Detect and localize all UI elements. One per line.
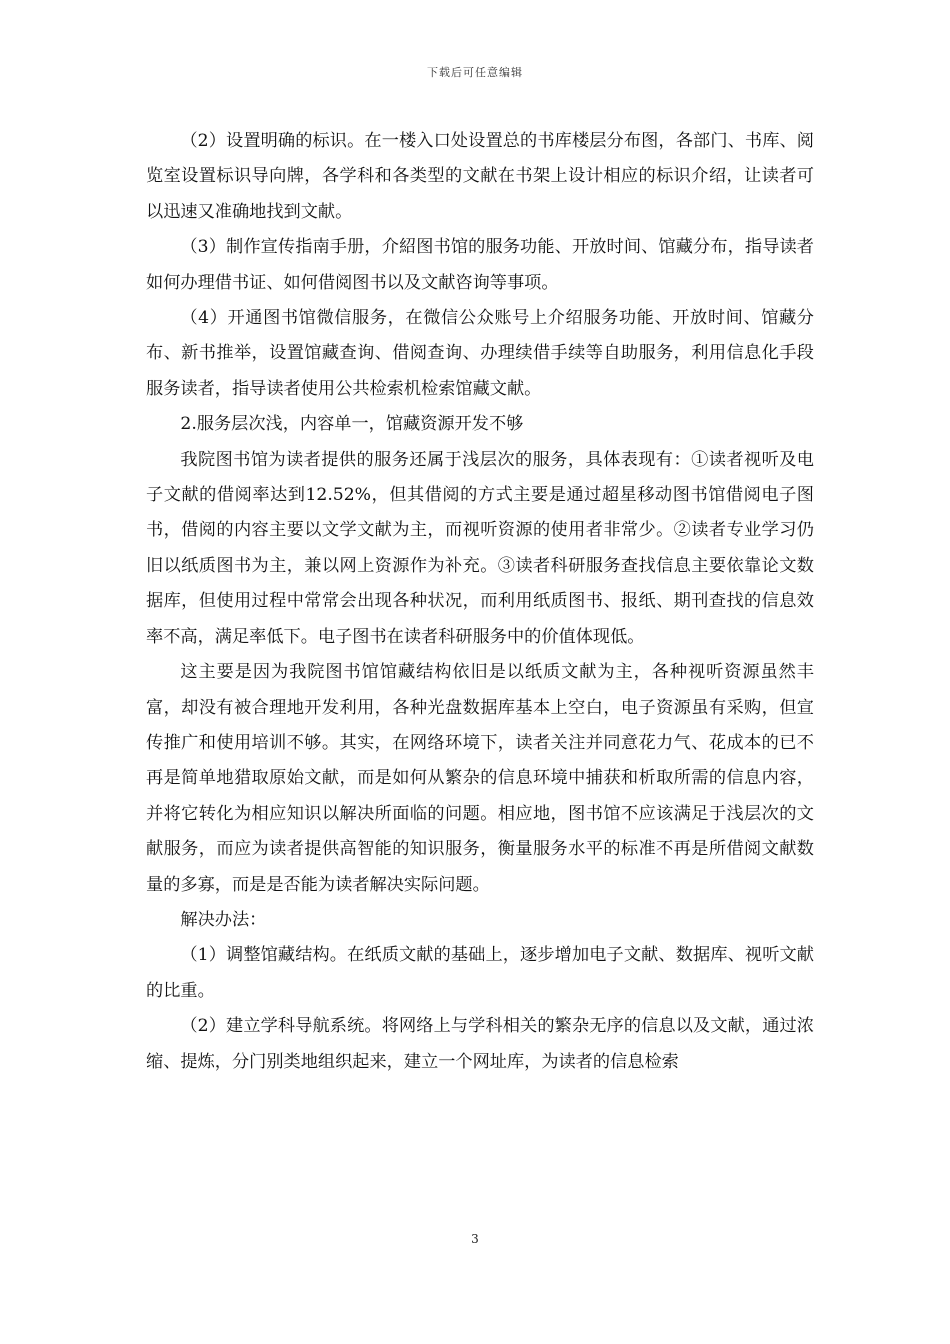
page-header: 下载后可任意编辑 <box>427 66 523 79</box>
section-heading: 2.服务层次浅，内容单一，馆藏资源开发不够 <box>180 414 524 435</box>
paragraph-service-level: 我院图书馆为读者提供的服务还属于浅层次的服务，具体表现有：①读者视听及电子文献的借阅率达到12.52%，但其借阅的方式主要是通过超星移动图书馆借阅电子图书，借阅的内容主要以文学文献为主，而视听资源的使用者非常少。②读者专业学习仍旧以纸质图书为主，兼以网上资源作为补充。③读者科研服务查找信息主要依靠论文数据库，但使用过程中常常会出现各种状况，而利用纸质图书、报纸、期刊查找的信息效率不高，满足率低下。电子图书在读者科研服务中的价值体现低。 <box>146 449 814 647</box>
paragraph-collection-structure: 这主要是因为我院图书馆馆藏结构依旧是以纸质文献为主，各种视听资源虽然丰富，却没有被合理地开发利用，各种光盘数据库基本上空白，电子资源虽有采购，但宣传推广和使用培训不够。其实，在网络环境下，读者关注并同意花力气、花成本的已不再是简单地猎取原始文献，而是如何从繁杂的信息环境中捕获和析取所需的信息内容，并将它转化为相应知识以解决所面临的问题。相应地，图书馆不应该满足于浅层次的文献服务，而应为读者提供高智能的知识服务，衡量服务水平的标准不再是所借阅文献数量的多寡，而是是否能为读者解决实际问题。 <box>146 662 814 895</box>
paragraph-guide-manual: （3）制作宣传指南手册，介紹图书馆的服务功能、开放时间、馆藏分布，指导读者如何办理借书证、如何借阅图书以及文献咨询等事项。 <box>146 237 814 293</box>
paragraph-subject-navigation: （2）建立学科导航系统。将网络上与学科相关的繁杂无序的信息以及文献，通过浓缩、提炼，分门别类地组织起来，建立一个网址库，为读者的信息检索 <box>146 1016 814 1072</box>
document-body <box>146 124 814 1080</box>
paragraph-solutions-label: 解决办法： <box>180 909 267 930</box>
paragraph-signage: （2）设置明确的标识。在一楼入口处设置总的书库楼层分布图，各部门、书库、阅览室设置标识导向牌，各学科和各类型的文献在书架上设计相应的标识介绍，让读者可以迅速又准确地找到文献。 <box>146 131 814 222</box>
page-number: 3 <box>471 1232 479 1246</box>
paragraph-adjust-collection: （1）调整馆藏结构。在纸质文献的基础上，逐步增加电子文献、数据库、视听文献的比重。 <box>146 945 814 1001</box>
paragraph-wechat-service: （4）开通图书馆微信服务，在微信公众账号上介绍服务功能、开放时间、馆藏分布、新书推举，设置馆藏查询、借阅查询、办理续借手续等自助服务，利用信息化手段服务读者，指导读者使用公共检索机检索馆藏文献。 <box>146 308 814 399</box>
